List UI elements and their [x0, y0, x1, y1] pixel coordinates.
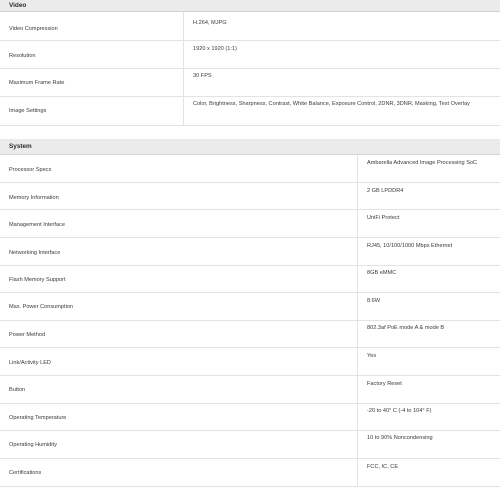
spec-label: Processor Specs: [9, 167, 52, 173]
spec-row-button: [0, 376, 500, 404]
spec-row-power-method: [0, 321, 500, 348]
spec-label: Certifications: [9, 470, 42, 476]
section-title: System: [9, 143, 32, 150]
spec-label: Resolution: [9, 53, 36, 59]
spec-label: Maximum Frame Rate: [9, 80, 65, 86]
spec-value: FCC, IC, CE: [367, 464, 399, 470]
spec-label: Power Method: [9, 332, 46, 338]
spec-value: 10 to 90% Noncondensing: [367, 435, 433, 441]
spec-row-certifications: [0, 459, 500, 487]
spec-row-video-compression: [0, 12, 500, 41]
spec-value: 30 FPS: [193, 73, 212, 79]
spec-row-link-activity-led: [0, 348, 500, 376]
spec-label: Max. Power Consumption: [9, 304, 74, 310]
section-header-video: [0, 0, 500, 12]
spec-row-networking-interface: [0, 238, 500, 266]
section-header-system: [0, 139, 500, 155]
spec-label: Operating Temperature: [9, 415, 67, 421]
spec-label: Operating Humidity: [9, 442, 57, 448]
spec-row-operating-humidity: [0, 431, 500, 459]
spec-label: Memory Information: [9, 195, 59, 201]
spec-value: Color, Brightness, Sharpness, Contrast, White Balance, Exposure Control, 2DNR, 3DNR, Masking, Text Overlay: [193, 101, 470, 107]
spec-value: H.264, MJPG: [193, 20, 227, 26]
spec-value: 1920 x 1920 (1:1): [193, 46, 237, 52]
spec-value: RJ45, 10/100/1000 Mbps Ethernet: [367, 243, 453, 249]
spec-label: Video Compression: [9, 26, 58, 32]
spec-row-management-interface: [0, 210, 500, 238]
spec-row-operating-temperature: [0, 404, 500, 431]
spec-label: Button: [9, 387, 26, 393]
spec-row-flash-memory-support: [0, 266, 500, 293]
spec-value: -20 to 40° C (-4 to 104° F): [367, 408, 432, 414]
spec-value: Yes: [367, 353, 377, 359]
spec-value: UniFi Protect: [367, 215, 400, 221]
spec-label: Flash Memory Support: [9, 277, 66, 283]
spec-row-max-power-consumption: [0, 293, 500, 321]
spec-label: Management Interface: [9, 222, 65, 228]
spec-value: 802.3af PoE mode A & mode B: [367, 325, 445, 331]
spec-row-memory-information: [0, 183, 500, 210]
spec-value: Ambarella Advanced Image Processing SoC: [367, 160, 478, 166]
spec-value: 2 GB LPDDR4: [367, 188, 404, 194]
spec-value: Factory Reset: [367, 381, 402, 387]
spec-label: Link/Activity LED: [9, 360, 51, 366]
spec-value: 8.6W: [367, 298, 381, 304]
spec-label: Networking Interface: [9, 250, 61, 256]
spec-value: 8GB eMMC: [367, 270, 397, 276]
spec-row-image-settings: [0, 97, 500, 126]
spec-label: Image Settings: [9, 108, 47, 114]
section-title: Video: [9, 2, 27, 9]
spec-row-processor-specs: [0, 155, 500, 183]
spec-row-resolution: [0, 41, 500, 69]
spec-row-max-frame-rate: [0, 69, 500, 97]
